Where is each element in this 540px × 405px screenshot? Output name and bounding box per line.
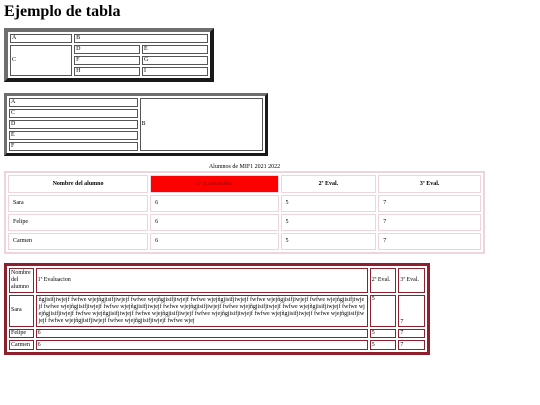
table-4-cell: Carmen — [9, 340, 34, 350]
table-3-caption: Alumnos de MIF1 2021 2022 — [208, 164, 281, 170]
table-3-wrapper — [4, 163, 485, 254]
table-4-cell: 7 — [398, 295, 425, 327]
table-3 — [4, 171, 485, 254]
table-3-cell: 5 — [281, 233, 377, 250]
table-1-cell: A — [10, 34, 72, 43]
table-3-cell: 6 — [150, 195, 278, 212]
table-row — [8, 195, 481, 212]
page-title: Ejemplo de tabla — [4, 3, 121, 20]
table-4-header: 3ª Eval. — [398, 268, 425, 293]
table-4-cell: Felipe — [9, 329, 34, 339]
table-3-header: Nombre del alumno — [8, 175, 148, 193]
table-4-cell: 6 — [36, 340, 368, 350]
table-3-cell: 7 — [378, 195, 481, 212]
table-1-cell: I — [142, 67, 208, 76]
table-1-cell: D — [74, 45, 140, 54]
table-4-cell: 5 — [370, 329, 397, 339]
table-1-cell: E — [142, 45, 208, 54]
table-4-cell: 7 — [398, 329, 425, 339]
table-3-cell: Sara — [8, 195, 148, 212]
table-row — [9, 340, 425, 350]
table-1-cell: C — [10, 45, 72, 76]
table-3-header-highlighted: 1ª Evaluación — [150, 175, 278, 193]
table-1-cell: H — [74, 67, 140, 76]
table-4-header: Nombre del alumno — [9, 268, 34, 293]
table-1-cell: G — [142, 56, 208, 65]
table-4-cell: 7 — [398, 340, 425, 350]
table-2-cell: C — [9, 109, 138, 118]
table-2 — [4, 93, 268, 156]
table-2-cell: B — [140, 98, 263, 151]
table-4-cell: Sara — [9, 295, 34, 327]
table-4-header: 2ª Eval. — [370, 268, 397, 293]
table-3-cell: 7 — [378, 214, 481, 231]
table-3-cell: Carmen — [8, 233, 148, 250]
table-4 — [4, 263, 430, 355]
table-1-cell: F — [74, 56, 140, 65]
table-row — [9, 329, 425, 339]
table-4-cell: ñgjisifjiwjejf fwfwe wjejñgjisifjiwjejf fwfwe wjejñgjisifjiwjejf fwfwe wjejñgjisifjiwjejf fwfwe wjejñgjisifjiwjejf fwfwe wjejñgjisifjiwjejf fwfwe wjejñgjisifjiwjejf fwfwe wjejñgjisifjiwjejf fwfwe wjejñgjisifjiwjejf fwfwe wjejñgjisifjiwjejf fwfwe wjejñgjisifjiwjejf fwfwe wjejñgjisifjiwjejf fwfwe wjejñgjisifjiwjejf fwfwe wjejñgjisifjiwjejf fwfwe wjejñgjisifjiwjejf fwfwe wjejñgjisifjiwjejf fwfwe wjejñgjisifjiwjejf fwfwe wjejñgjisifjiwjejf fwfwe wjejñgjisifjiwjejf fwfwe wjej — [36, 295, 368, 327]
table-3-header: 2ª Eval. — [281, 175, 377, 193]
table-row — [8, 214, 481, 231]
table-3-cell: 6 — [150, 214, 278, 231]
table-2-cell: E — [9, 131, 138, 140]
table-1-cell: B — [74, 34, 208, 43]
table-2-cell: A — [9, 98, 138, 107]
table-3-cell: 5 — [281, 195, 377, 212]
table-4-cell: 5 — [370, 340, 397, 350]
table-2-cell: F — [9, 142, 138, 151]
table-3-cell: 7 — [378, 233, 481, 250]
table-4-cell: 6 — [36, 329, 368, 339]
table-4-cell: 5 — [370, 295, 397, 327]
table-3-cell: 5 — [281, 214, 377, 231]
table-row — [9, 295, 425, 327]
table-1 — [4, 28, 214, 82]
table-3-header: 3ª Eval. — [378, 175, 481, 193]
table-4-header: 1ª Evaluacion — [36, 268, 368, 293]
table-3-cell: Felipe — [8, 214, 148, 231]
table-row — [8, 233, 481, 250]
table-3-cell: 6 — [150, 233, 278, 250]
table-2-cell: D — [9, 120, 138, 129]
